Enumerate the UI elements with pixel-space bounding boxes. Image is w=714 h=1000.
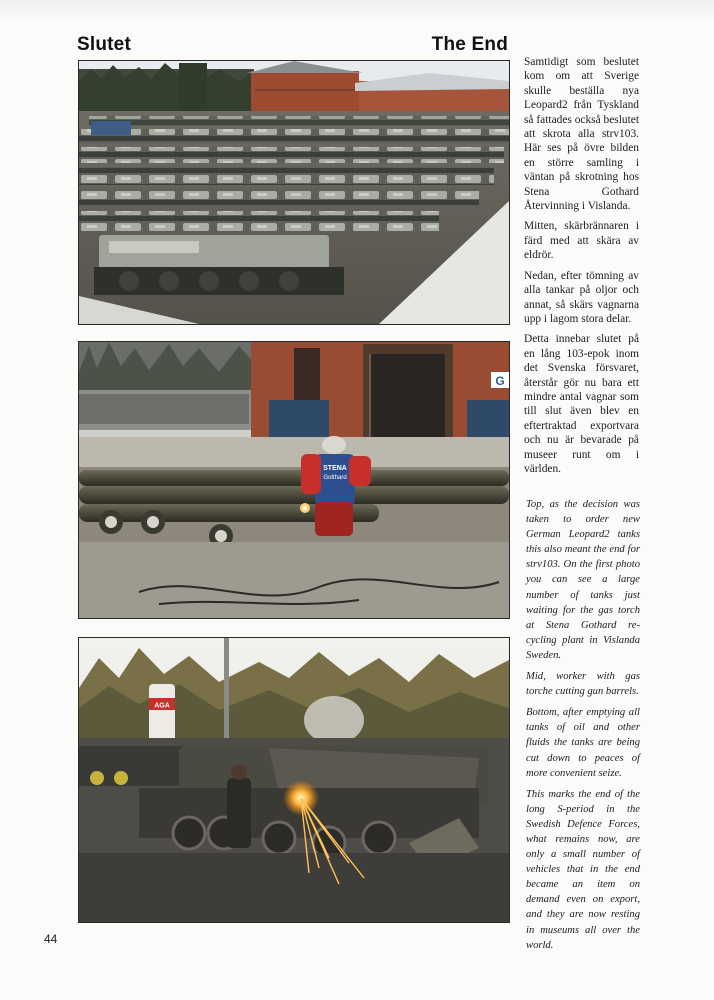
english-text-column [526,497,640,959]
aga-label: AGA [154,702,170,710]
english-paragraph-4: This marks the end of the long S-period in the Swedish Defence Forces, what remains now, are only a small number of vehicles that in the end became an item on demand even on export, and they are now resting in museums all over the world. [526,788,640,951]
swedish-paragraph-1: Samtidigt som beslutet kom om att Sverige skulle beställa nya Leopard2 från Tyskland så fattades också beslutet att skrota alla strv103. Här ses på övre bilden en större samling i väntan på skrotning hos Stena Gothard Återvinning i Vislanda. [524,56,639,213]
photo-tank-collection [78,60,510,325]
swedish-paragraph-2: Mitten, skärbrännaren i färd med att skära av eldrör. [524,220,639,262]
page-top-shade [0,0,714,24]
english-paragraph-2: Mid, worker with gas torche cutting gun barrels. [526,671,640,698]
swedish-text-column [524,55,639,482]
swedish-paragraph-4: Detta innebar slutet på en lång 103-epok inom det Svenska försvaret, återstår gör nu bara ett mindre antal vagnar som till slut även blev en eftertraktad exportvara och nu är bevarade på museer runt om i världen. [524,333,639,475]
swedish-paragraph-3: Nedan, efter tömning av alla tankar på oljor och annat, så skärs vagnarna upp i lagom stora delar. [524,269,639,325]
building-letter: G [495,374,505,388]
jacket-text-2: Gotthard [323,475,347,481]
heading-swedish: Slutet [77,34,131,55]
page-number: 44 [44,932,58,946]
jacket-text-1: STENA [323,465,347,472]
english-paragraph-3: Bottom, after emptying all tanks of oil and other fluids the tanks are being cut down to peaces of more convenient seize. [526,707,640,779]
heading-english: The End [431,34,508,55]
photo-tank-cutting [78,637,510,923]
photo-cutting-barrels [78,341,510,619]
english-paragraph-1: Top, as the decision was taken to order new German Leopard2 tanks this also meant the end for strv103. On the first photo you can see a large number of tanks just waiting for the gas torch at Stena Gothard re-cycling plant in Vislanda Sweden. [526,499,640,661]
